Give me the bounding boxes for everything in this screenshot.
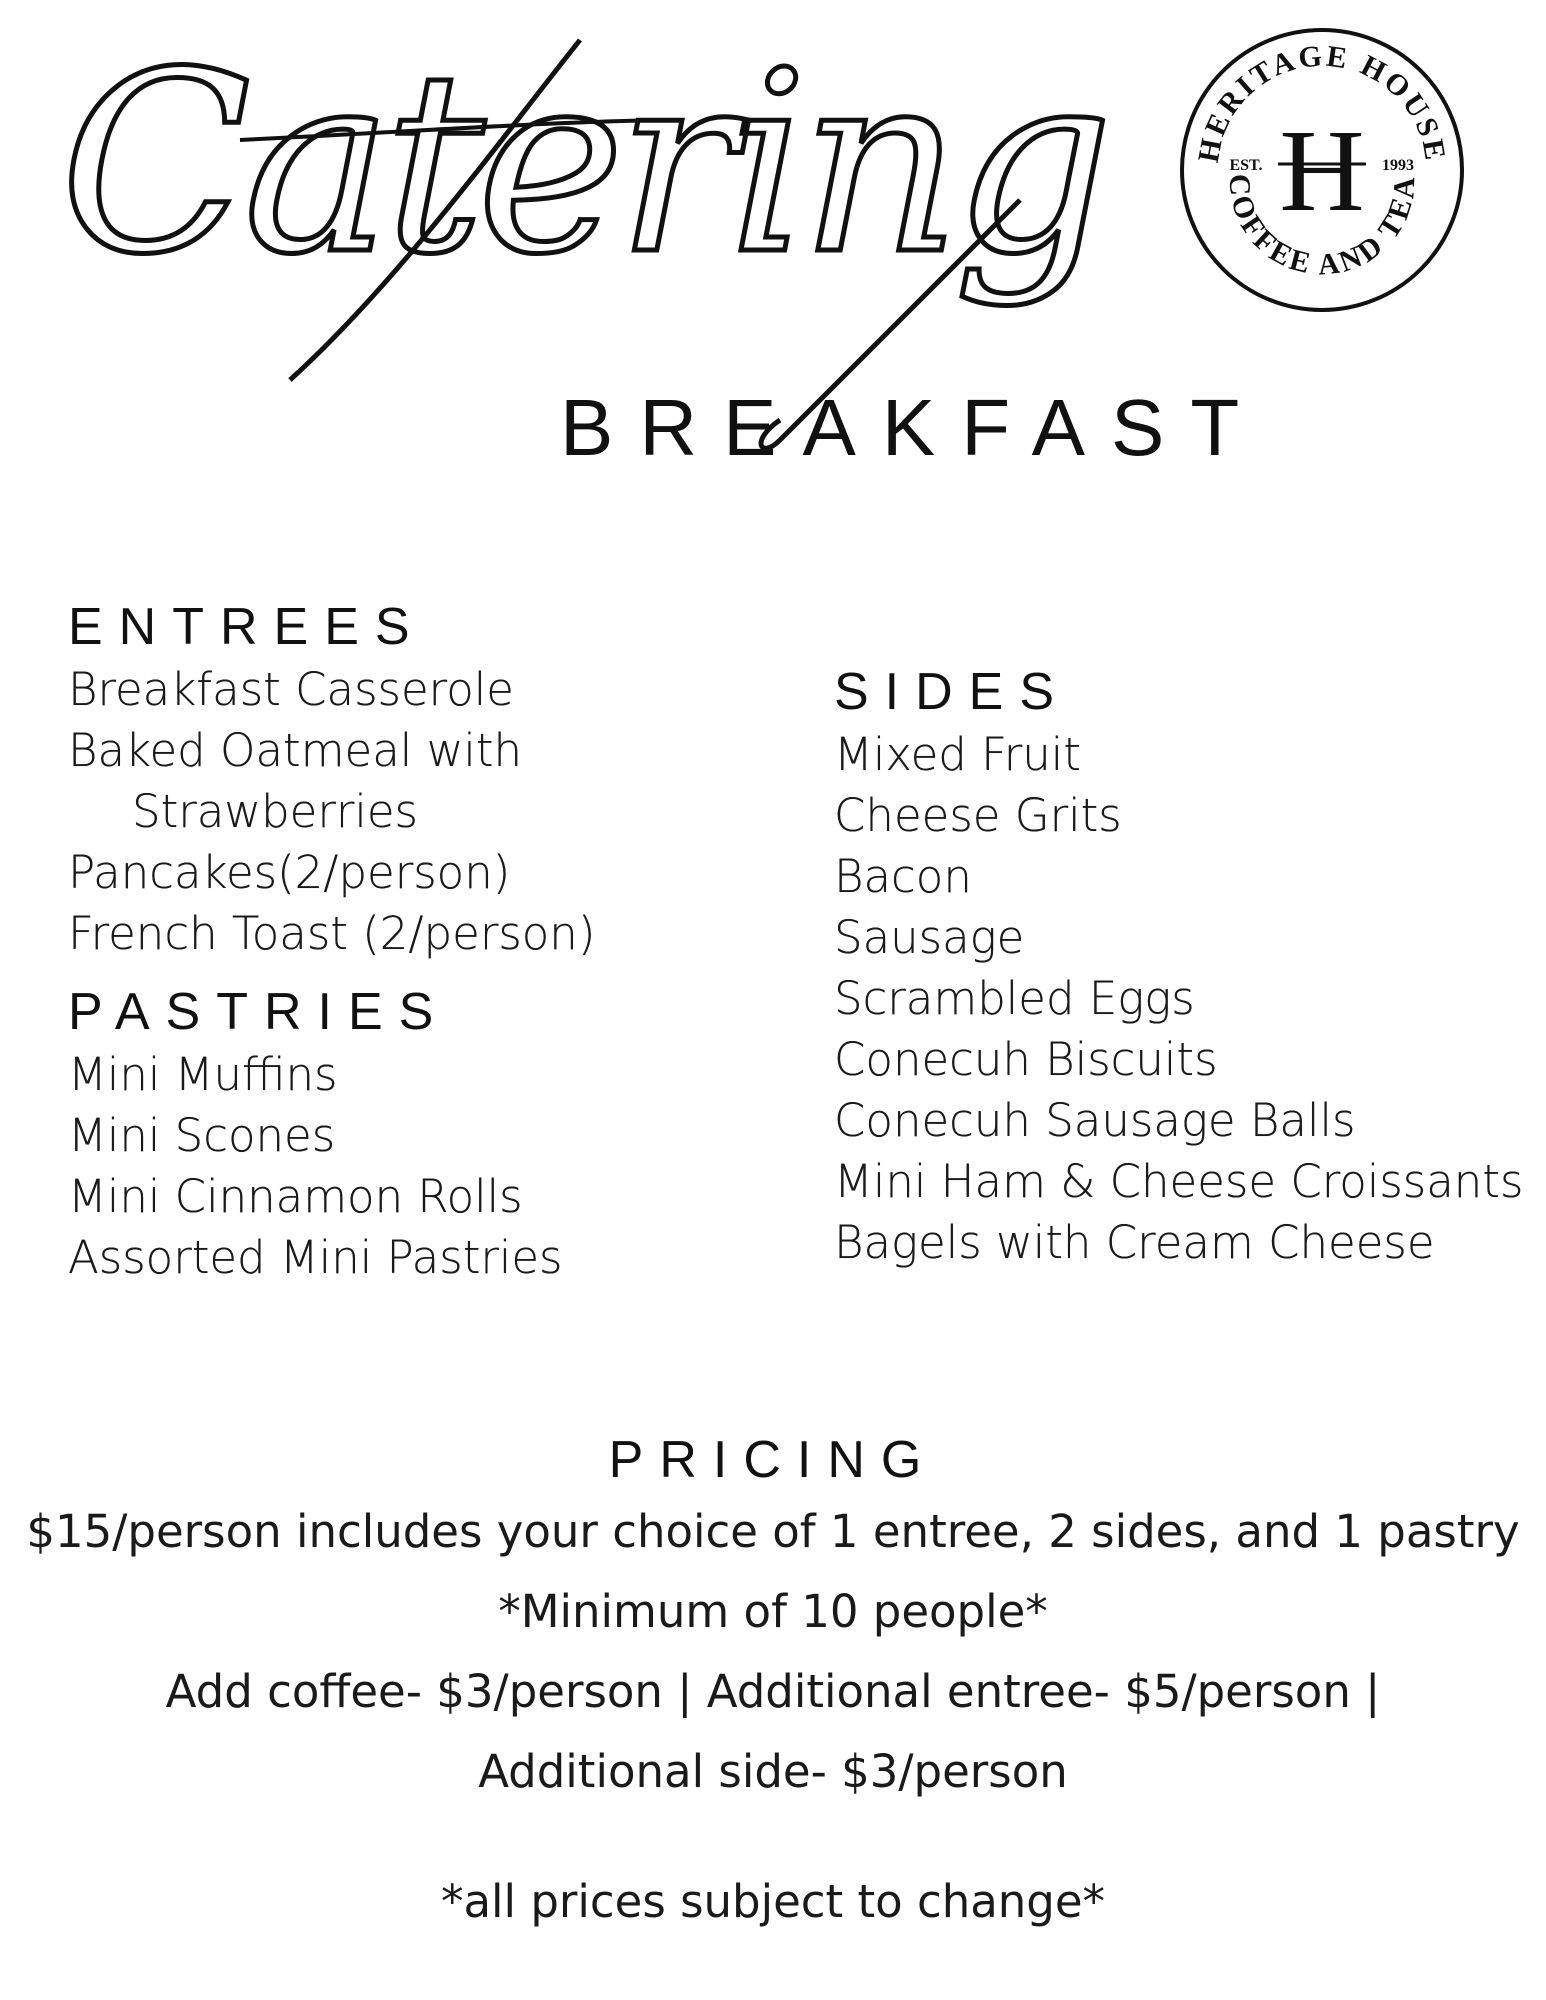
logo-est-label: EST. <box>1229 157 1263 174</box>
menu-item: Scrambled Eggs <box>834 972 1195 1025</box>
pricing-line: *Minimum of 10 people* <box>498 1585 1048 1638</box>
right-column <box>834 660 1534 1273</box>
menu-item: Conecuh Sausage Balls <box>834 1094 1356 1147</box>
menu-item: Conecuh Biscuits <box>834 1033 1218 1086</box>
pricing-heading: PRICING <box>608 1431 938 1489</box>
menu-item: Mini Cinnamon Rolls <box>68 1170 523 1223</box>
pastries-heading: PASTRIES <box>68 983 450 1041</box>
entrees-heading: ENTREES <box>68 598 426 656</box>
pricing-section <box>0 1428 1546 1942</box>
pricing-disclaimer: *all prices subject to change* <box>440 1875 1106 1928</box>
menu-item: Mini Muffins <box>68 1048 338 1101</box>
menu-item: Breakfast Casserole <box>68 663 514 716</box>
subtitle-breakfast: BREAKFAST <box>560 383 1266 472</box>
sides-section <box>834 660 1534 1273</box>
menu-item: Mini Ham & Cheese Croissants <box>834 1155 1524 1208</box>
menu-item: French Toast (2/person) <box>68 907 596 960</box>
menu-item: Mini Scones <box>68 1109 336 1162</box>
logo-bottom-text: COFFEE AND TEA <box>1222 173 1422 282</box>
pastries-section <box>68 980 788 1288</box>
menu-item: Strawberries <box>132 785 418 838</box>
menu-item: Mixed Fruit <box>834 728 1081 781</box>
menu-item: Assorted Mini Pastries <box>68 1231 563 1284</box>
menu-item: Cheese Grits <box>834 789 1122 842</box>
sides-heading: SIDES <box>834 663 1071 721</box>
entrees-section <box>68 595 788 964</box>
pricing-line: Additional side- $3/person <box>478 1745 1068 1798</box>
menu-item: Bagels with Cream Cheese <box>834 1216 1435 1269</box>
pricing-line: Add coffee- $3/person | Additional entree- $5/person | <box>165 1665 1381 1718</box>
heritage-house-logo <box>1178 26 1466 314</box>
menu-item: Pancakes(2/person) <box>68 846 511 899</box>
menu-item: Baked Oatmeal with <box>68 724 523 777</box>
left-column <box>68 595 788 1288</box>
title-text: Catering <box>60 18 1106 309</box>
menu-item: Bacon <box>834 850 972 903</box>
logo-top-text: HERITAGE HOUSE <box>1191 39 1453 166</box>
logo-monogram: H <box>1279 105 1365 236</box>
pricing-line: $15/person includes your choice of 1 entree, 2 sides, and 1 pastry <box>26 1505 1520 1558</box>
logo-seal-icon <box>1178 26 1466 314</box>
logo-year: 1993 <box>1382 157 1414 174</box>
menu-item: Sausage <box>834 911 1025 964</box>
